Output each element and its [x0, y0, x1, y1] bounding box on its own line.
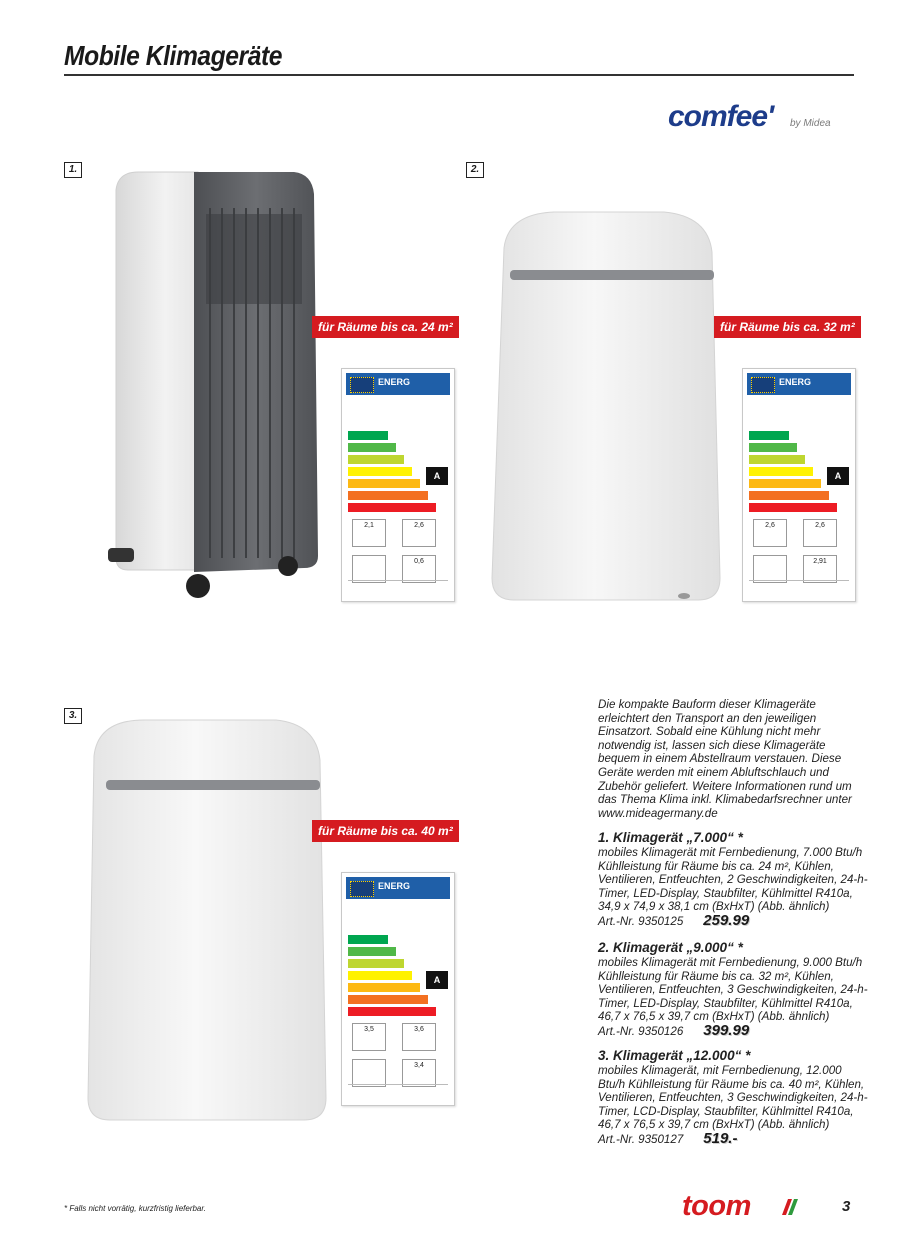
product-description: mobiles Klimagerät mit Fernbedienung, 7.000 Btu/h Kühlleistung für Räume bis ca. 24 m², Kühlen, Ventilieren, Entfeuchten, 2 Geschwindigkeiten, 24-h-Timer, LED-Display, Staubfilter, Kühlmittel R410a, 34,9 x 74,9 x 38,1 cm (BxHxT) (Abb. ähnlich)	[598, 846, 868, 914]
article-number: Art.-Nr. 9350126	[598, 1024, 684, 1038]
energy-bar	[749, 479, 821, 488]
energy-class-arrow: A	[827, 467, 849, 485]
product-name: 2. Klimagerät „9.000“ *	[598, 940, 743, 955]
energy-class-arrow: A	[426, 467, 448, 485]
energy-bar	[348, 455, 404, 464]
room-size-badge-2: für Räume bis ca. 32 m²	[714, 316, 861, 338]
article-number: Art.-Nr. 9350127	[598, 1132, 684, 1146]
product-1	[598, 830, 868, 929]
energy-bar	[749, 467, 813, 476]
noise-icon	[352, 1059, 386, 1087]
product-name: 1. Klimagerät „7.000“ *	[598, 830, 743, 845]
energy-bar	[348, 947, 396, 956]
energy-bar	[348, 431, 388, 440]
product-price: 519.-	[703, 1129, 738, 1147]
energy-bar	[749, 455, 805, 464]
energy-value-tile: 2,91	[803, 555, 837, 583]
energy-label-3	[341, 872, 455, 1106]
noise-icon	[352, 555, 386, 583]
energy-value-tile: 3,5	[352, 1023, 386, 1051]
energy-bar	[348, 467, 412, 476]
energy-bar	[348, 971, 412, 980]
toom-mark-icon	[780, 1197, 798, 1215]
title-divider	[64, 74, 854, 76]
label-footer	[749, 580, 849, 595]
energy-bar	[749, 503, 837, 512]
room-size-badge-1: für Räume bis ca. 24 m²	[312, 316, 459, 338]
energy-bar	[348, 443, 396, 452]
energy-label-2	[742, 368, 856, 602]
energy-bar	[348, 935, 388, 944]
product-2	[598, 940, 868, 1039]
energy-bar	[348, 959, 404, 968]
article-number: Art.-Nr. 9350125	[598, 914, 684, 928]
footnote: * Falls nicht vorrätig, kurzfristig lieferbar.	[64, 1204, 206, 1213]
brand-sub: by Midea	[790, 118, 831, 129]
room-size-badge-3: für Räume bis ca. 40 m²	[312, 820, 459, 842]
energy-bar	[749, 443, 797, 452]
figure-number-3: 3.	[64, 708, 82, 724]
noise-icon	[753, 555, 787, 583]
figure-number-1: 1.	[64, 162, 82, 178]
energy-bar	[348, 491, 428, 500]
energy-bar	[348, 503, 436, 512]
air-conditioner-image-1	[98, 168, 338, 606]
energy-bar	[348, 479, 420, 488]
energy-value-tile: 2,1	[352, 519, 386, 547]
product-price: 259.99	[703, 911, 750, 929]
retailer-logo	[682, 1190, 751, 1222]
energy-value-tile: 2,6	[753, 519, 787, 547]
label-footer	[348, 1084, 448, 1099]
product-description: mobiles Klimagerät mit Fernbedienung, 9.000 Btu/h Kühlleistung für Räume bis ca. 32 m², Kühlen, Ventilieren, Entfeuchten, 3 Geschwindigkeiten, 24-h-Timer, LED-Display, Staubfilter, Kühlmittel R410a, 46,7 x 76,5 x 39,7 cm (BxHxT) (Abb. ähnlich)	[598, 956, 868, 1024]
figure-number-2: 2.	[466, 162, 484, 178]
energy-bar	[749, 491, 829, 500]
eu-flag-icon: ENERG	[346, 877, 450, 899]
product-3	[598, 1048, 868, 1147]
label-footer	[348, 580, 448, 595]
page-number: 3	[842, 1198, 851, 1215]
page-title: Mobile Klimageräte	[64, 40, 283, 71]
retailer-name: toom	[682, 1190, 751, 1222]
eu-flag-icon: ENERG	[747, 373, 851, 395]
product-price: 399.99	[703, 1021, 750, 1039]
energy-value-tile: 3,4	[402, 1059, 436, 1087]
product-name: 3. Klimagerät „12.000“ *	[598, 1048, 751, 1063]
energy-bar	[348, 1007, 436, 1016]
energy-value-tile: 2,6	[402, 519, 436, 547]
energy-class-arrow: A	[426, 971, 448, 989]
energy-value-tile: 3,6	[402, 1023, 436, 1051]
brand-name: comfee'	[668, 100, 774, 133]
energy-value-tile: 0,6	[402, 555, 436, 583]
air-conditioner-image-3	[80, 716, 332, 1128]
brand-logo	[668, 98, 858, 140]
intro-text: Die kompakte Bauform dieser Klimageräte erleichtert den Transport an den jeweiligen Einsatzort. Sobald eine Kühlung nicht mehr notwendig ist, lassen sich diese Klimageräte bequem in einem Abstellraum verstauen. Diese Geräte werden mit einem Abluftschlauch und Zubehör geliefert. Weitere Informationen rund um das Thema Klima inkl. Klimabedarfsrechner unter www.mideagermany.de	[598, 698, 852, 820]
eu-flag-icon: ENERG	[346, 373, 450, 395]
energy-bar	[749, 431, 789, 440]
product-description: mobiles Klimagerät, mit Fernbedienung, 12.000 Btu/h Kühlleistung für Räume bis ca. 40 m², Kühlen, Ventilieren, Entfeuchten, 3 Geschwindigkeiten, 24-h-Timer, LCD-Display, Staubfilter, Kühlmittel R410a, 46,7 x 76,5 x 39,7 cm (BxHxT) (Abb. ähnlich)	[598, 1064, 868, 1132]
air-conditioner-image-2	[484, 208, 724, 606]
energy-bar	[348, 995, 428, 1004]
energy-label-1	[341, 368, 455, 602]
energy-value-tile: 2,6	[803, 519, 837, 547]
energy-bar	[348, 983, 420, 992]
